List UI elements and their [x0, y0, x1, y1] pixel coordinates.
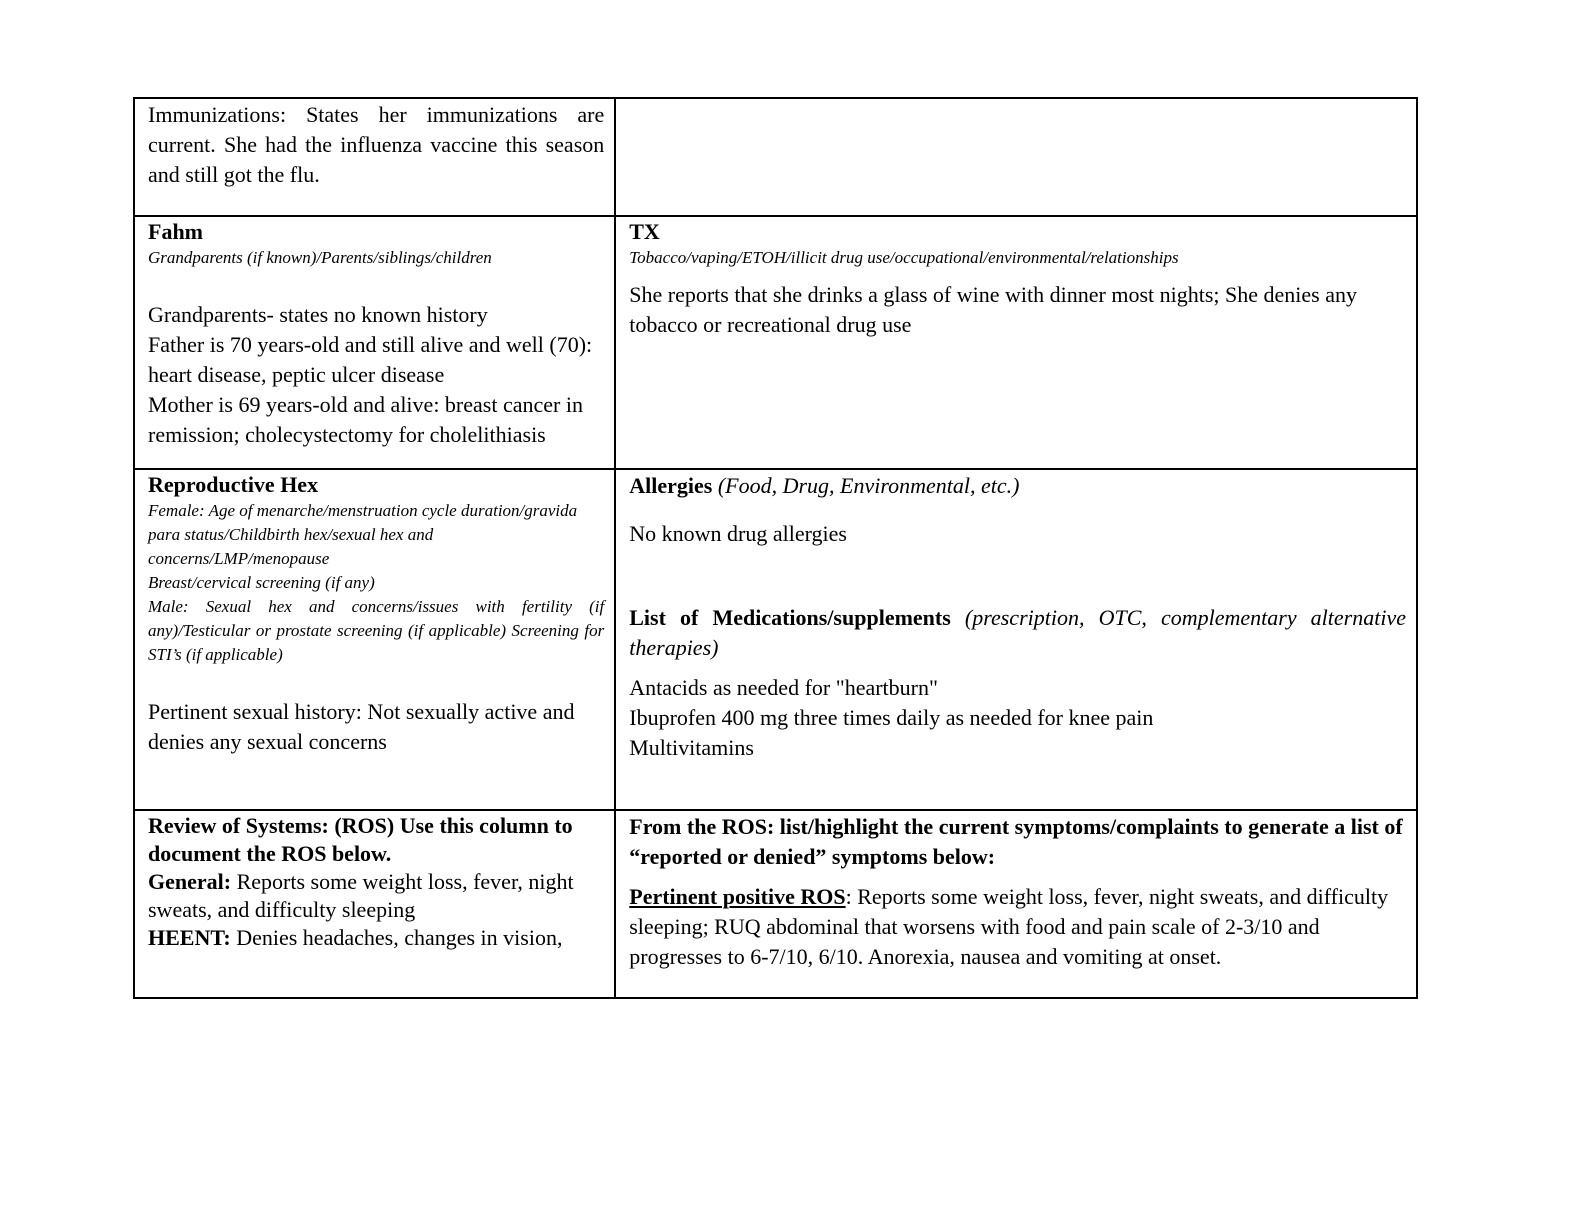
fahm-subtitle: Grandparents (if known)/Parents/siblings/children — [148, 248, 492, 267]
allergies-text: No known drug allergies — [629, 521, 847, 546]
ros-heent — [148, 924, 604, 952]
ros-cell — [134, 810, 615, 998]
medication-item: Multivitamins — [629, 735, 754, 760]
medications-title-note: (prescription, OTC, complementary alternative therapies) — [629, 605, 1406, 660]
fahm-line-grandparents: Grandparents- states no known history — [148, 302, 488, 327]
tx-text: She reports that she drinks a glass of wine with dinner most nights; She denies any tobacco or recreational drug use — [629, 282, 1357, 337]
allergies-title-note: (Food, Drug, Environmental, etc.) — [717, 473, 1020, 498]
ros-summary-cell — [615, 810, 1417, 998]
fahm-cell — [134, 216, 615, 469]
reproductive-screening-text: Breast/cervical screening (if any) — [148, 573, 375, 592]
ros-heent-text: Denies headaches, changes in vision, — [230, 925, 563, 950]
allergies-heading — [629, 471, 1406, 501]
medications-heading — [629, 603, 1406, 663]
ros-positive-label: Pertinent positive ROS — [629, 884, 846, 909]
reproductive-female-text: Female: Age of menarche/menstruation cycle duration/gravida para status/Childbirth hex/sexual hex and concerns/LMP/menopause — [148, 501, 578, 568]
ros-positive-text: : Reports some weight loss, fever, night sweats, and difficulty sleeping; RUQ abdominal that worsens with food and pain scale of 2-3/10 and progresses to 6-7/10, 6/10. Anorexia, nausea and vomiting at onset. — [629, 884, 1389, 969]
fahm-line-father: Father is 70 years-old and still alive and well (70): heart disease, peptic ulcer disease — [148, 332, 593, 387]
ros-title: Review of Systems: (ROS) Use this column to document the ROS below. — [148, 813, 573, 866]
reproductive-male-text: Male: Sexual hex and concerns/issues with fertility (if any)/Testicular or prostate screening (if applicable) Screening for STI’s (if applicable) — [148, 597, 605, 664]
ros-heent-label: HEENT: — [148, 925, 231, 950]
tx-cell — [615, 216, 1417, 469]
ros-general-text: Reports some weight loss, fever, night sweats, and difficulty sleeping — [148, 869, 574, 922]
history-form-table — [133, 97, 1418, 999]
tx-title: TX — [629, 219, 660, 244]
fahm-title: Fahm — [148, 219, 203, 244]
reproductive-allergies-row — [134, 469, 1417, 810]
medication-item: Antacids as needed for "heartburn" — [629, 675, 938, 700]
tx-subtitle: Tobacco/vaping/ETOH/illicit drug use/occupational/environmental/relationships — [629, 248, 1179, 267]
reproductive-history-text: Pertinent sexual history: Not sexually active and denies any sexual concerns — [148, 699, 575, 754]
allergies-medications-cell — [615, 469, 1417, 810]
reproductive-title: Reproductive Hex — [148, 472, 319, 497]
ros-general — [148, 868, 604, 924]
empty-cell — [615, 98, 1417, 216]
immunizations-cell — [134, 98, 615, 216]
fahm-line-mother: Mother is 69 years-old and alive: breast cancer in remission; cholecystectomy for cholelithiasis — [148, 392, 583, 447]
fahm-tx-row — [134, 216, 1417, 469]
reproductive-cell — [134, 469, 615, 810]
allergies-title: Allergies — [629, 473, 713, 498]
immunizations-text: Immunizations: States her immunizations are current. She had the influenza vaccine this season and still got the flu. — [148, 102, 605, 187]
medication-item: Ibuprofen 400 mg three times daily as needed for knee pain — [629, 705, 1154, 730]
medications-title: List of Medications/supplements — [629, 605, 951, 630]
immunizations-row — [134, 98, 1417, 216]
ros-positive — [629, 882, 1406, 972]
ros-row — [134, 810, 1417, 998]
ros-summary-title: From the ROS: list/highlight the current symptoms/complaints to generate a list of “reported or denied” symptoms below: — [629, 814, 1403, 869]
ros-general-label: General: — [148, 869, 232, 894]
